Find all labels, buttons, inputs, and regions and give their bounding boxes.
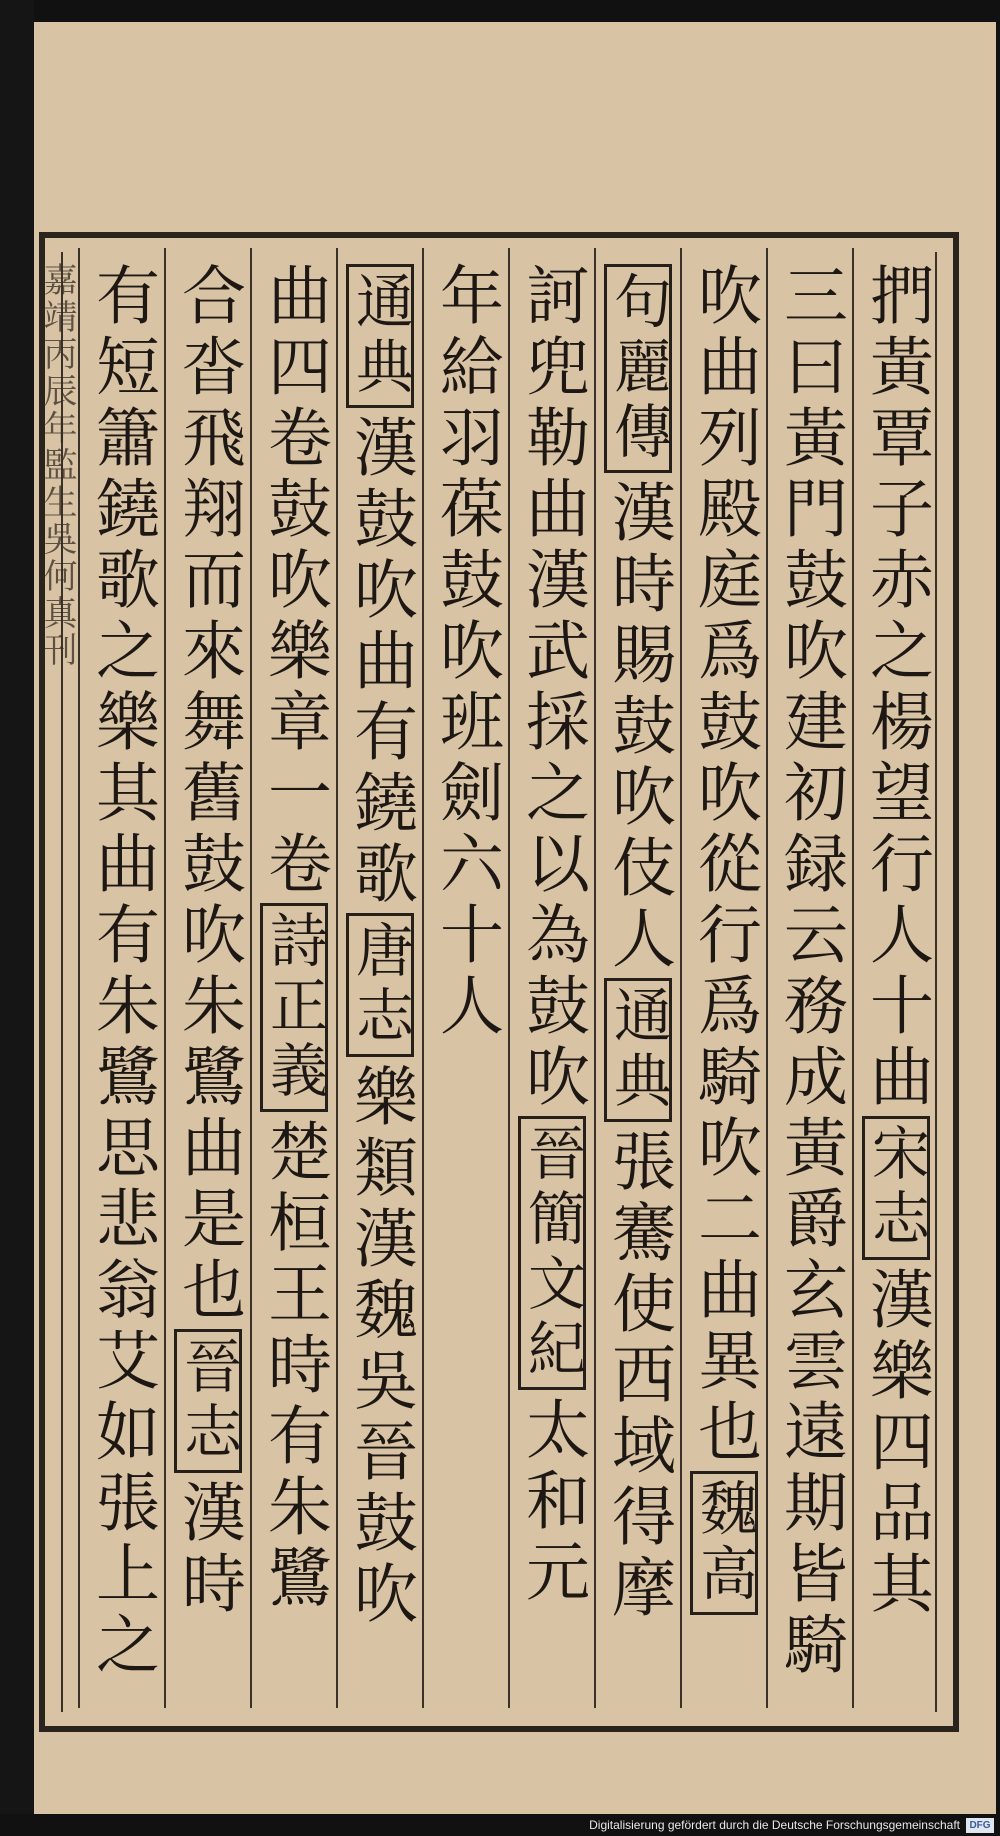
source-citation-box: 詩正義	[260, 903, 328, 1112]
source-citation-box: 魏高	[690, 1471, 758, 1615]
text-column	[767, 262, 853, 1682]
text-column	[165, 262, 251, 1621]
footer-credit: Digitalisierung gefördert durch die Deutsche Forschungsgemeinschaft	[589, 1818, 960, 1832]
dfg-logo: DFG	[966, 1818, 994, 1833]
footer-bar	[0, 1814, 1000, 1836]
column-text: 三曰黃門鼓吹建初録云務成黃爵玄雲遠期皆騎	[773, 262, 847, 1682]
column-text: 訶兜勒曲漢武採之以為鼓吹	[515, 262, 589, 1114]
column-text: 漢鼓吹曲有鐃歌	[343, 414, 417, 911]
column-text: 漢樂四品其	[859, 1266, 933, 1621]
column-text: 合沓飛翔而來舞舊鼓吹朱鷺曲是也	[171, 262, 245, 1327]
text-column	[681, 262, 767, 1621]
margin-title-text: 年	[37, 410, 77, 447]
text-column	[509, 262, 595, 1609]
text-column	[423, 262, 509, 1043]
text-column	[337, 262, 423, 1631]
column-text: 漢時	[171, 1479, 245, 1621]
source-citation-box: 唐志	[346, 913, 414, 1057]
column-text: 吹曲列殿庭爲鼓吹從行爲騎吹二曲異也	[687, 262, 761, 1469]
text-column	[853, 262, 939, 1621]
margin-title-text: 真	[37, 595, 77, 632]
margin-title-column	[37, 262, 77, 669]
column-text: 漢時賜鼓吹伎人	[601, 479, 675, 976]
margin-title-text: 嘉靖	[37, 262, 77, 336]
source-citation-box: 通典	[346, 264, 414, 408]
source-citation-box: 通典	[604, 978, 672, 1122]
margin-title-text: 刊	[37, 632, 77, 669]
text-column	[595, 262, 681, 1625]
column-text: 年給羽葆鼓吹班劍六十人	[429, 262, 503, 1043]
book-gutter-shadow	[0, 0, 34, 1836]
column-text: 有短簫鐃歌之樂其曲有朱鷺思悲翁艾如張上之	[85, 262, 159, 1682]
scanned-page	[34, 22, 996, 1814]
column-text: 張騫使西域得摩	[601, 1128, 675, 1625]
source-citation-box: 晉簡文紀	[518, 1116, 586, 1390]
margin-title-text: 吳	[37, 521, 77, 558]
margin-title-text: 何	[37, 558, 77, 595]
column-text: 太和元	[515, 1396, 589, 1609]
margin-title-text: 監生	[37, 447, 77, 521]
margin-title-text: 丙辰	[37, 336, 77, 410]
source-citation-box: 宋志	[862, 1116, 930, 1260]
column-text: 樂類漢魏吳晉鼓吹	[343, 1063, 417, 1631]
text-column	[251, 262, 337, 1615]
text-column	[79, 262, 165, 1682]
source-citation-box: 晉志	[174, 1329, 242, 1473]
column-text: 捫黃覃子赤之楊望行人十曲	[859, 262, 933, 1114]
column-text: 曲四卷鼓吹樂章一卷	[257, 262, 331, 901]
column-text: 楚桓王時有朱鷺	[257, 1118, 331, 1615]
source-citation-box: 句麗傳	[604, 264, 672, 473]
